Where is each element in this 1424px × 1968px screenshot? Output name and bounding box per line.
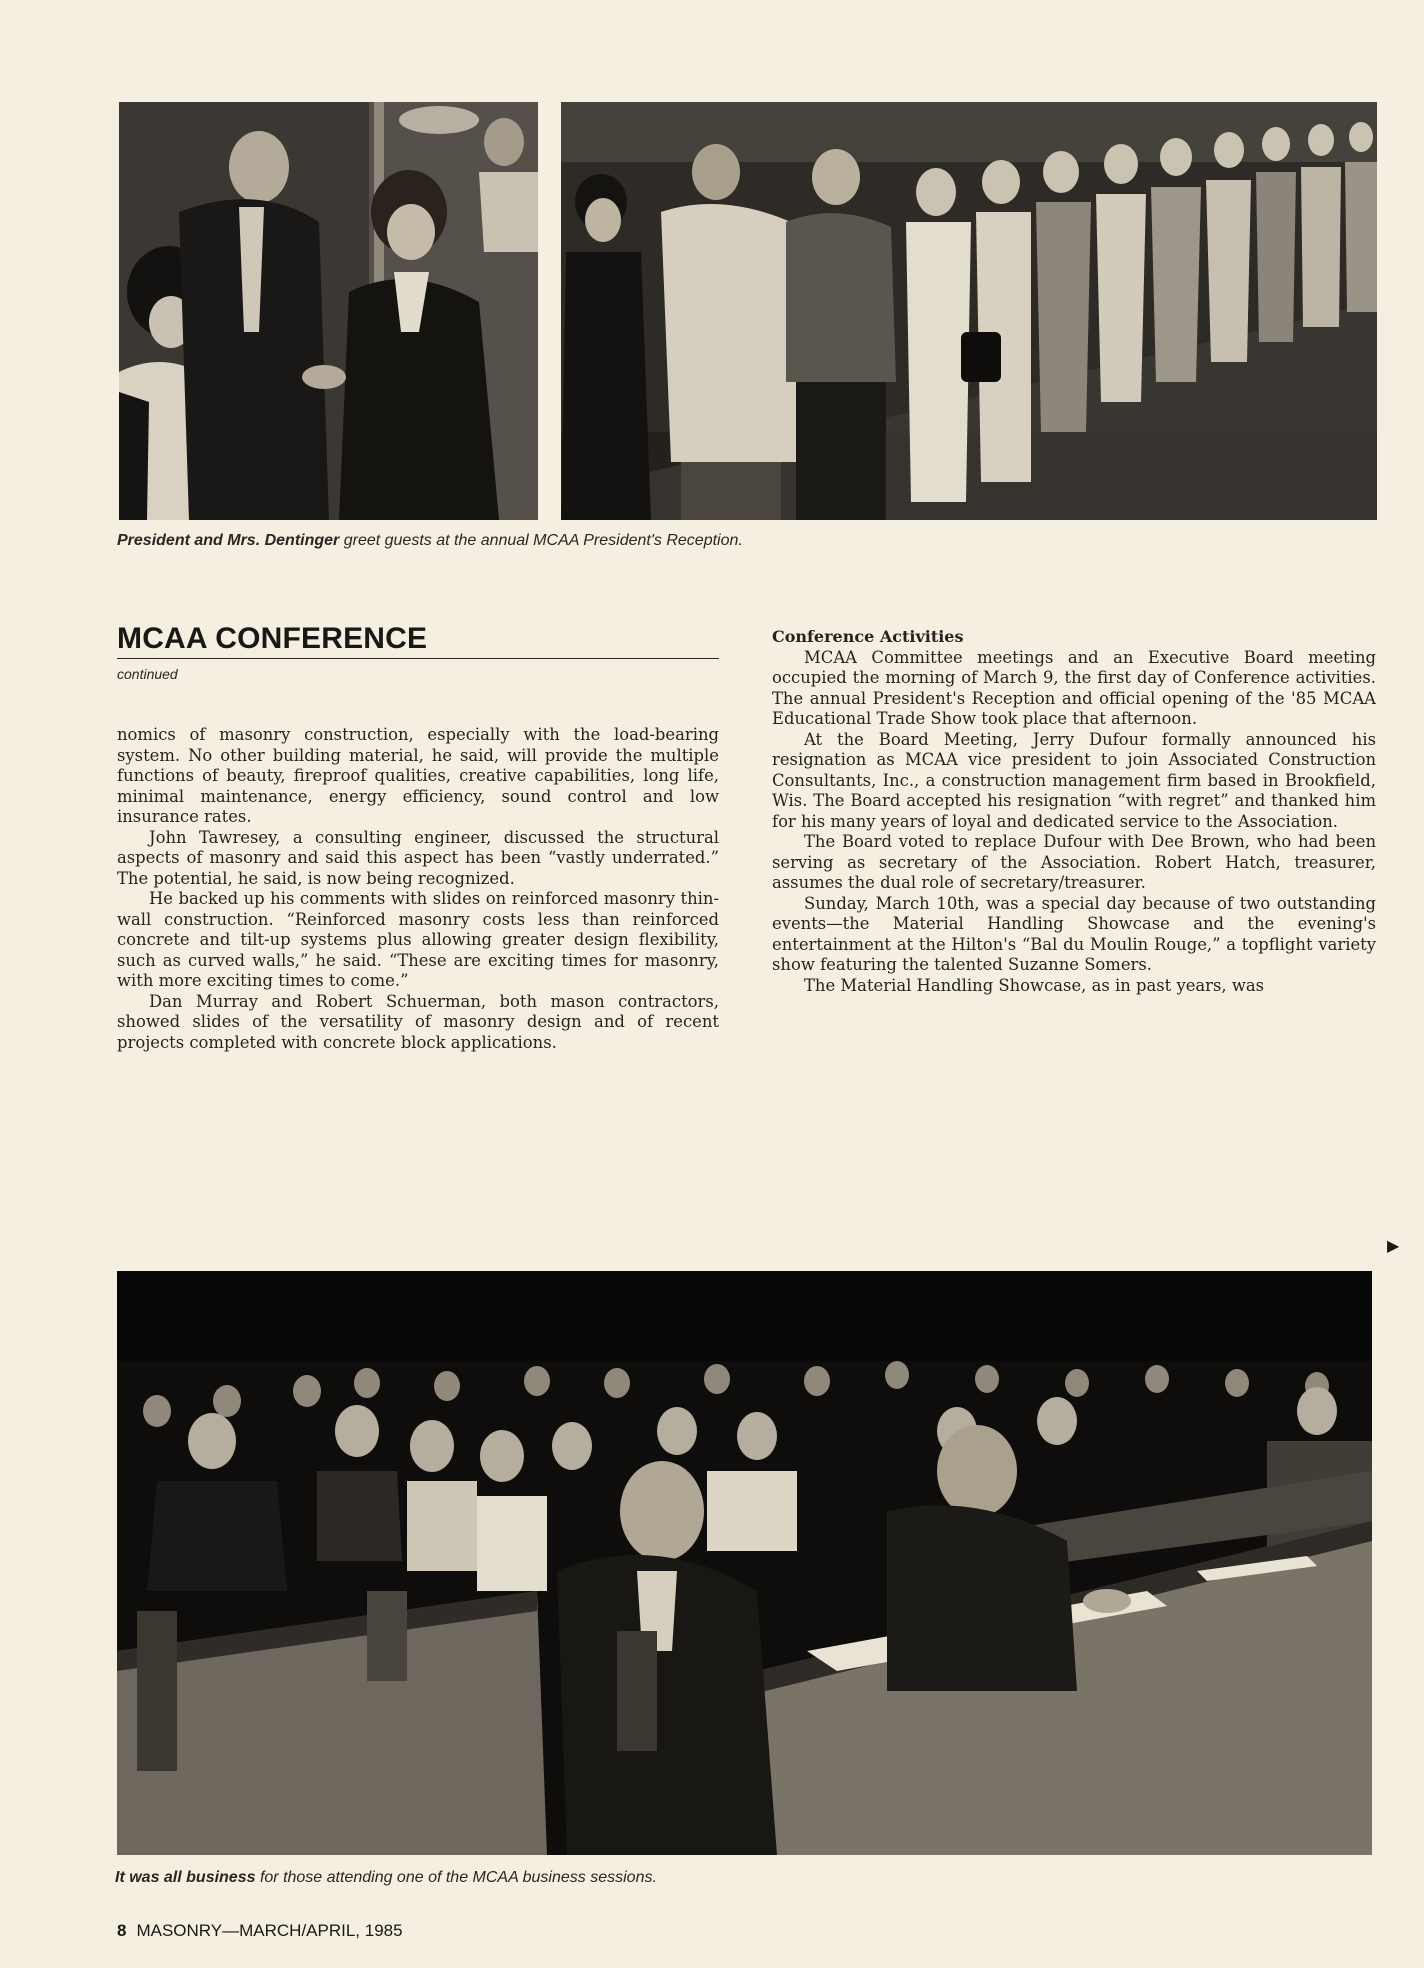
right-paragraph: The Material Handling Showcase, as in past years, was xyxy=(804,975,1265,995)
conference-activities-subhead: Conference Activities xyxy=(772,627,964,646)
left-paragraph: Dan Murray and Robert Schuerman, both mason contractors, showed slides of the versatility of masonry design and of recent projects completed with concrete block applications. xyxy=(117,991,719,1052)
article-headline: MCAA CONFERENCE xyxy=(117,622,428,655)
reception-photo-left-art xyxy=(119,102,538,520)
reception-photo-right xyxy=(561,102,1377,520)
continued-label: continued xyxy=(117,666,178,682)
bottom-photo-caption xyxy=(115,1869,657,1887)
right-paragraph: MCAA Committee meetings and an Executive Board meeting occupied the morning of March 9, the first day of Conference activities. The annual President's Reception and official opening of the '85 MCAA Educational Trade Show took place that afternoon. xyxy=(772,647,1376,728)
right-column xyxy=(772,627,1376,996)
bottom-caption-bold: It was all business xyxy=(115,1869,256,1886)
left-column xyxy=(117,725,719,1053)
headline-rule xyxy=(117,658,719,659)
page-footer xyxy=(117,1921,403,1941)
right-paragraph: Sunday, March 10th, was a special day because of two outstanding events—the Material Handling Showcase and the evening's entertainment at the Hilton's “Bal du Moulin Rouge,” a topflight variety show featuring the talented Suzanne Somers. xyxy=(772,893,1376,974)
reception-photo-right-art xyxy=(561,102,1377,520)
continue-arrow-icon: ▶ xyxy=(1387,1236,1400,1255)
publication-line: MASONRY—MARCH/APRIL, 1985 xyxy=(136,1921,403,1940)
reception-photo-left xyxy=(119,102,538,520)
right-paragraph: The Board voted to replace Dufour with Dee Brown, who had been serving as secretary of the Association. Robert Hatch, treasurer, assumes the dual role of secretary/treasurer. xyxy=(772,832,1376,892)
right-paragraph: At the Board Meeting, Jerry Dufour formally announced his resignation as MCAA vice president to join Associated Construction Consultants, Inc., a construction management firm based in Brookfield, Wis. The Board accepted his resignation “with regret” and thanked him for his many years of loyal and dedicated service to the Association. xyxy=(772,729,1376,831)
top-photo-caption xyxy=(117,532,743,550)
business-session-photo-art xyxy=(117,1271,1372,1855)
bottom-caption-text: for those attending one of the MCAA business sessions. xyxy=(255,1869,657,1886)
business-session-photo xyxy=(117,1271,1372,1855)
left-paragraph: nomics of masonry construction, especially with the load-bearing system. No other building material, he said, will provide the multiple functions of beauty, fireproof qualities, creative capabilities, long life, minimal maintenance, energy efficiency, sound control and low insurance rates. xyxy=(117,725,719,826)
page-number: 8 xyxy=(117,1921,127,1940)
top-caption-text: greet guests at the annual MCAA President's Reception. xyxy=(339,532,743,549)
left-paragraph: John Tawresey, a consulting engineer, discussed the structural aspects of masonry and said this aspect has been “vastly underrated.” The potential, he said, is now being recognized. xyxy=(117,827,719,888)
left-paragraph: He backed up his comments with slides on reinforced masonry thin-wall construction. “Reinforced masonry costs less than reinforced concrete and tilt-up systems plus allowing greater design flexibility, such as curved walls,” he said. “These are exciting times for masonry, with more exciting times to come.” xyxy=(117,889,719,990)
top-caption-bold: President and Mrs. Dentinger xyxy=(117,532,340,549)
